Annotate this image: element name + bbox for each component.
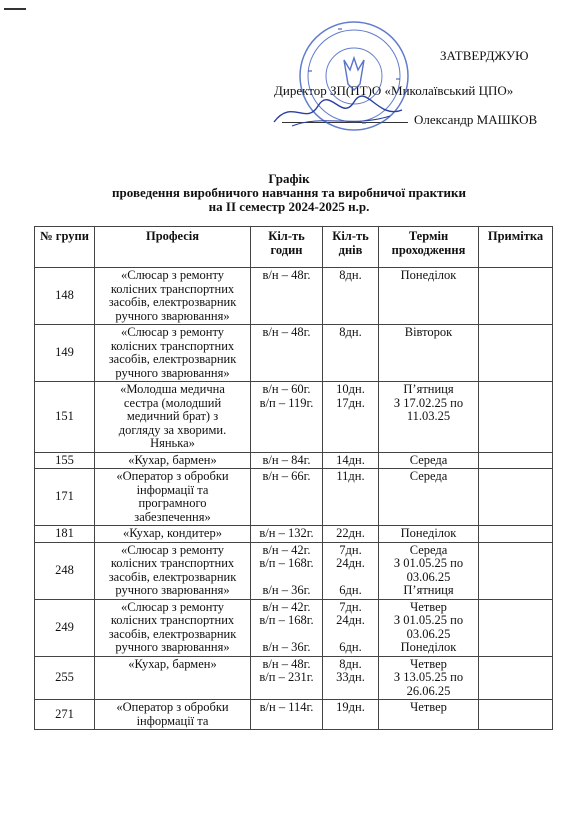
cell-profession-line: «Слюсар з ремонту [120,599,225,614]
cell-term-line: Понеділок [400,268,457,282]
cell-days-line: 7дн. [339,542,362,557]
cell-hours-line [253,571,320,585]
cell-hours-line: в/н – 42г. [262,599,311,614]
cell-hours-line: в/п – 168г. [259,613,314,627]
cell-profession-line: Нянька» [150,436,195,450]
cell-term-line: Середа [409,452,448,467]
table-row [35,469,553,526]
cell-note [479,542,553,599]
cell-term-line: 03.06.25 [406,626,451,641]
cell-hours [251,452,323,469]
header-group: № групи [35,227,95,268]
cell-term [379,700,479,730]
cell-profession [95,700,251,730]
cell-profession [95,469,251,526]
header-hours: Кіл-ть годин [251,227,323,268]
cell-profession-line: засобів, електрозварник [108,352,237,366]
cell-hours [251,268,323,325]
header-term: Термін проходження [379,227,479,268]
approval-name: Олександр МАШКОВ [414,112,538,127]
cell-profession-line: «Кухар, бармен» [128,656,217,671]
table-row [35,452,553,469]
signature [262,92,412,132]
cell-days [323,599,379,656]
cell-term-line: Четвер [410,599,447,614]
table-row [35,526,553,543]
cell-days-line: 17дн. [336,395,365,410]
cell-days [323,452,379,469]
doc-subtitle: проведення виробничого навчання та виробничої практики [112,185,466,200]
cell-days-line: 11дн. [336,469,365,483]
cell-days-line: 24дн. [336,556,365,570]
cell-days [323,656,379,700]
doc-title: Графік [268,171,310,186]
cell-group: 248 [35,542,95,599]
cell-days-line: 33дн. [336,670,365,684]
cell-term-line: Середа [409,469,448,483]
cell-group: 181 [35,526,95,543]
cell-days [323,325,379,382]
cell-profession-line: «Кухар, бармен» [128,452,217,467]
approval-director-line: Директор ЗП(ПТ)О «Миколаївський ЦПО» [274,83,514,98]
cell-hours [251,599,323,656]
cell-profession [95,382,251,453]
cell-days-line: 24дн. [336,613,365,627]
cell-profession [95,542,251,599]
cell-term [379,452,479,469]
table-row [35,382,553,453]
cell-term [379,382,479,453]
approval-heading: ЗАТВЕРДЖУЮ [440,48,529,63]
cell-profession-line: ручного зварювання» [115,308,230,323]
cell-profession-line: ручного зварювання» [115,640,230,654]
cell-profession-line: ручного зварювання» [115,365,230,380]
table-row [35,700,553,730]
cell-group: 171 [35,469,95,526]
cell-hours-line: в/п – 168г. [259,556,314,570]
cell-days-line: 8дн. [339,325,362,339]
cell-hours [251,469,323,526]
cell-hours-line [253,628,320,642]
cell-profession-line: забезпечення» [134,509,211,524]
cell-term-line: Середа [409,542,448,557]
cell-hours-line: в/п – 119г. [259,395,314,410]
cell-profession-line: медичний брат) з [126,409,219,423]
cell-note [479,452,553,469]
cell-note [479,526,553,543]
cell-note [479,268,553,325]
cell-days [323,382,379,453]
table-row [35,542,553,599]
cell-profession-line: догляду за хворими. [118,422,227,437]
cell-profession-line: «Оператор з обробки [116,700,229,714]
cell-profession [95,325,251,382]
header-profession: Професія [95,227,251,268]
table-row [35,268,553,325]
cell-term-line: З 01.05.25 по [393,613,464,627]
cell-profession [95,656,251,700]
cell-profession-line: колісних транспортних [110,556,235,570]
doc-semester: на ІІ семестр 2024-2025 н.р. [208,199,370,214]
cell-days-line: 19дн. [336,700,365,714]
cell-hours-line: в/н – 84г. [262,452,311,467]
cell-term-line: З 17.02.25 по [393,395,464,410]
cell-profession-line: засобів, електрозварник [108,626,237,641]
cell-days [323,700,379,730]
cell-days-line: 22дн. [336,526,365,540]
cell-profession-line: «Кухар, кондитер» [123,526,222,540]
cell-profession-line: «Слюсар з ремонту [120,542,225,557]
cell-note [479,469,553,526]
cell-hours-line: в/н – 36г. [262,583,311,597]
cell-hours [251,382,323,453]
cell-days-line: 8дн. [339,656,362,671]
cell-profession-line: «Оператор з обробки [116,469,229,483]
cell-note [479,656,553,700]
cell-term [379,325,479,382]
cell-term [379,526,479,543]
cell-days-line: 14дн. [336,452,365,467]
cell-days-line [325,628,376,642]
cell-days [323,268,379,325]
cell-note [479,325,553,382]
cell-term [379,469,479,526]
cell-days-line: 6дн. [339,640,362,654]
cell-hours [251,526,323,543]
table-row [35,656,553,700]
cell-profession-line: інформації та [136,482,209,497]
cell-note [479,700,553,730]
cell-profession [95,599,251,656]
cell-days-line [325,571,376,585]
table-row [35,599,553,656]
cell-hours-line: в/н – 48г. [262,656,311,671]
cell-hours-line: в/н – 48г. [262,268,311,282]
cell-term-line: 11.03.25 [406,409,451,423]
cell-days [323,526,379,543]
cell-profession [95,526,251,543]
cell-hours-line: в/н – 132г. [259,526,314,540]
cell-group: 151 [35,382,95,453]
cell-term-line: П’ятниця [403,583,454,597]
cell-term-line: Понеділок [400,640,457,654]
cell-profession-line: сестра (молодший [123,395,222,410]
header-note: Примітка [479,227,553,268]
cell-days-line: 7дн. [339,599,362,614]
cell-profession-line: колісних транспортних [110,338,235,353]
cell-term-line: З 01.05.25 по [393,556,464,570]
cell-profession-line: «Молодша медична [120,382,225,396]
cell-group: 155 [35,452,95,469]
cell-profession-line: засобів, електрозварник [108,569,237,584]
cell-note [479,599,553,656]
cell-hours-line: в/н – 36г. [262,640,311,654]
table-row [35,325,553,382]
cell-days-line: 10дн. [336,382,365,396]
cell-profession-line: програмного [138,496,207,510]
cell-days-line: 8дн. [339,268,362,282]
cell-term [379,542,479,599]
cell-hours [251,542,323,599]
cell-profession-line: колісних транспортних [110,281,235,296]
cell-term-line: З 13.05.25 по [393,670,464,684]
cell-term-line: Четвер [410,700,447,714]
cell-profession [95,452,251,469]
cell-term-line: 03.06.25 [406,569,451,584]
cell-hours-line: в/н – 60г. [262,382,311,396]
schedule-table [34,226,553,730]
cell-profession [95,268,251,325]
cell-term [379,656,479,700]
cell-term-line: Понеділок [400,526,457,540]
cell-hours-line: в/н – 114г. [259,700,314,714]
cell-term [379,599,479,656]
cell-hours [251,656,323,700]
cell-profession-line: колісних транспортних [110,613,235,627]
cell-profession-line: «Слюсар з ремонту [120,268,225,282]
cell-term-line: П’ятниця [403,382,454,396]
cell-group: 149 [35,325,95,382]
corner-mark [4,8,26,10]
cell-term-line: Вівторок [404,325,453,339]
cell-group: 148 [35,268,95,325]
cell-hours-line: в/н – 48г. [262,325,311,339]
header-days: Кіл-ть днів [323,227,379,268]
cell-days [323,542,379,599]
cell-profession-line: «Слюсар з ремонту [120,325,225,339]
cell-term [379,268,479,325]
cell-profession-line: ручного зварювання» [115,583,230,597]
cell-profession-line: інформації та [136,713,209,728]
cell-term-line: Четвер [410,656,447,671]
cell-hours [251,700,323,730]
cell-profession-line: засобів, електрозварник [108,295,237,309]
table-header-row [35,227,553,268]
cell-hours [251,325,323,382]
cell-group: 249 [35,599,95,656]
cell-term-line: 26.06.25 [406,683,451,698]
cell-hours-line: в/п – 231г. [259,670,314,684]
cell-note [479,382,553,453]
cell-hours-line: в/н – 42г. [262,542,311,557]
cell-days-line: 6дн. [339,583,362,597]
cell-group: 271 [35,700,95,730]
cell-days [323,469,379,526]
cell-hours-line: в/н – 66г. [262,469,311,483]
cell-group: 255 [35,656,95,700]
